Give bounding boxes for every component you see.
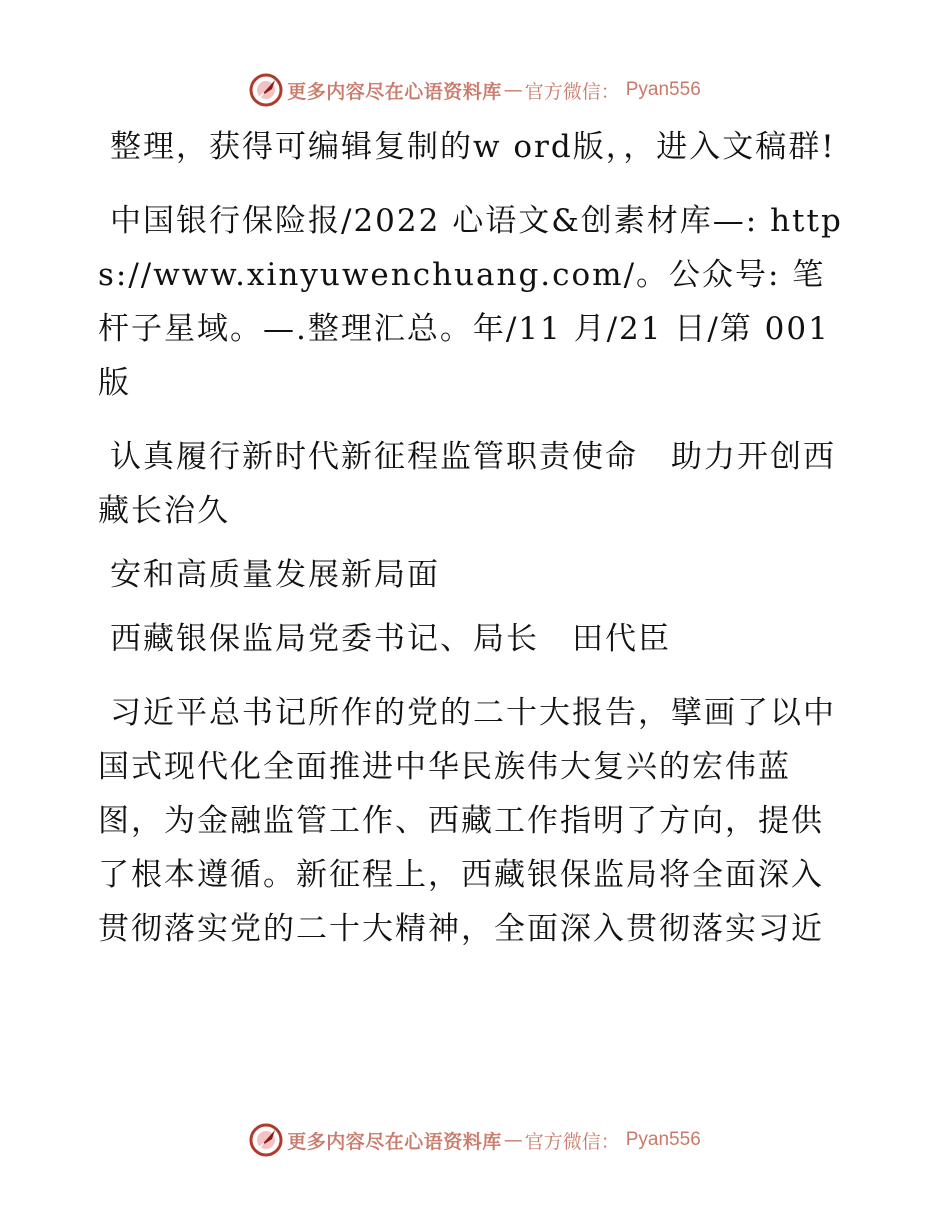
banner-text: 更多内容尽在心语资料库 xyxy=(287,1130,502,1153)
article-title-line-1: 认真履行新时代新征程监管职责使命 助力开创西藏长治久 xyxy=(98,439,836,529)
banner-wechat-label: 官方微信： xyxy=(524,1130,620,1153)
header-banner xyxy=(0,70,950,110)
quill-logo-icon xyxy=(249,73,283,107)
article-body-paragraph: 习近平总书记所作的党的二十大报告，擘画了以中国式现代化全面推进中华民族伟大复兴的宏伟蓝图，为金融监管工作、西藏工作指明了方向，提供了根本遵循。新征程上，西藏银保监局将全面深入贯彻落实党的二十大精神，全面深入贯彻落实习近 xyxy=(98,695,836,947)
paragraph-source: 中国银行保险报/2022 心语文&创素材库—: https://www.xinyuwenchuang.com/。公众号: 笔杆子星域。—.整理汇总。年/11 月/21 日/第 001 版 xyxy=(98,203,843,401)
banner-dash: — xyxy=(503,1129,523,1151)
banner-dash: — xyxy=(503,79,523,101)
banner-text: 更多内容尽在心语资料库 xyxy=(287,80,502,103)
banner-wechat-id: Pyan556 xyxy=(625,1129,701,1150)
banner-wechat-label: 官方微信： xyxy=(524,80,620,103)
article-author: 西藏银保监局党委书记、局长 田代臣 xyxy=(110,621,671,657)
document-body xyxy=(98,120,850,976)
quill-logo-icon xyxy=(249,1123,283,1157)
footer-banner xyxy=(0,1120,950,1160)
banner-wechat-id: Pyan556 xyxy=(625,79,701,100)
article-title-line-2: 安和高质量发展新局面 xyxy=(110,557,440,593)
paragraph-intro: 整理，获得可编辑复制的w ord版，，进入文稿群! xyxy=(110,129,836,165)
